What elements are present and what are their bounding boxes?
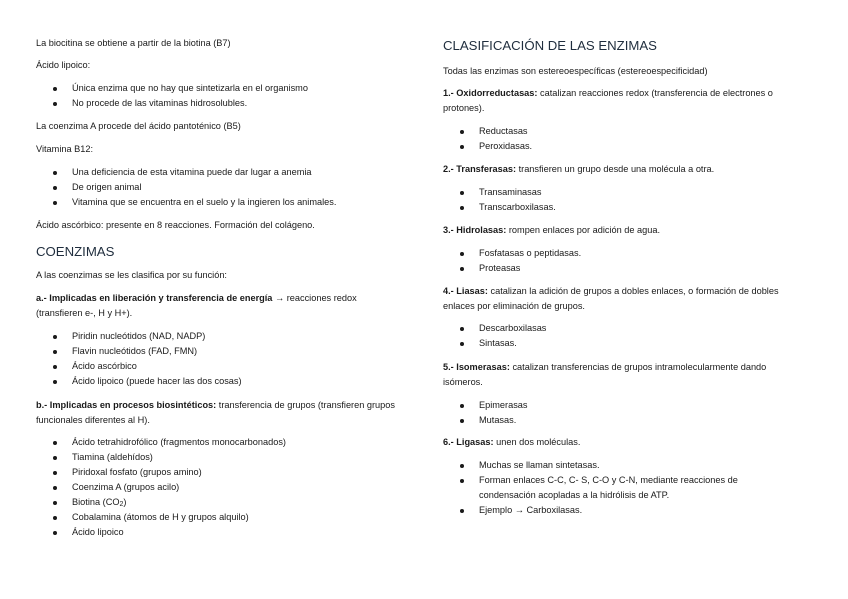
liasas-list <box>443 321 823 351</box>
list-item <box>36 495 411 510</box>
list-item: Tiamina (aldehídos) <box>36 450 411 465</box>
group-b-list <box>36 435 411 540</box>
section-description: catalizan transferencias de grupos intramolecularmente dando isómeros. <box>443 362 767 387</box>
list-item: Reductasas <box>443 124 823 139</box>
group-b-label: b.- Implicadas en procesos biosintéticos: <box>36 400 217 410</box>
list-item: Ácido lipoico (puede hacer las dos cosas) <box>36 374 411 389</box>
transferasas-list <box>443 185 823 215</box>
b12-title: Vitamina B12: <box>36 144 94 154</box>
coenzima-a-text: La coenzima A procede del ácido pantoténico (B5) <box>36 121 241 131</box>
ligasas-list <box>443 458 753 518</box>
oxidorreductasas-list <box>443 124 823 154</box>
lipoico-title: Ácido lipoico: <box>36 60 91 70</box>
list-item: Transaminasas <box>443 185 823 200</box>
group-a-label: a.- Implicadas en liberación y transferencia de energía <box>36 293 273 303</box>
list-item: Mutasas. <box>443 413 823 428</box>
group-a-text <box>36 291 398 321</box>
list-item: Sintasas. <box>443 336 823 351</box>
co2-close: ) <box>123 497 127 507</box>
list-item: Forman enlaces C-C, C- S, C-O y C-N, mediante reacciones de condensación acopladas a la hidrólisis de ATP. <box>443 473 753 503</box>
section-label: 4.- Liasas: <box>443 286 488 296</box>
group-a-list <box>36 329 411 389</box>
list-item: Ácido tetrahidrofólico (fragmentos monocarbonados) <box>36 435 411 450</box>
section-description: unen dos moléculas. <box>493 437 581 447</box>
section-transferasas <box>443 162 823 177</box>
section-label: 5.- Isomerasas: <box>443 362 510 372</box>
section-label: 3.- Hidrolasas: <box>443 225 507 235</box>
section-hidrolasas <box>443 223 823 238</box>
hidrolasas-list <box>443 246 823 276</box>
section-description: rompen enlaces por adición de agua. <box>506 225 661 235</box>
enzyme-classification-heading: CLASIFICACIÓN DE LAS ENZIMAS <box>443 38 657 53</box>
list-item: No procede de las vitaminas hidrosolubles. <box>36 96 411 111</box>
group-b-description: transferencia de grupos (transfieren grupos funcionales diferentes al H). <box>36 400 395 425</box>
list-item: Piridoxal fosfato (grupos amino) <box>36 465 411 480</box>
list-item: Ácido lipoico <box>36 525 411 540</box>
biocitina-text: La biocitina se obtiene a partir de la biotina (B7) <box>36 38 231 48</box>
list-item: Ejemplo → Carboxilasas. <box>443 503 753 518</box>
section-description: catalizan la adición de grupos a dobles enlaces, o formación de dobles enlaces por eliminación de grupos. <box>443 286 779 311</box>
b12-list <box>36 165 411 210</box>
list-item: Cobalamina (átomos de H y grupos alquilo) <box>36 510 411 525</box>
list-item: Peroxidasas. <box>443 139 823 154</box>
list-item: Única enzima que no hay que sintetizarla en el organismo <box>36 81 411 96</box>
list-item: Transcarboxilasas. <box>443 200 823 215</box>
list-item: Epimerasas <box>443 398 823 413</box>
clasifica-text: A las coenzimas se les clasifica por su función: <box>36 270 227 280</box>
list-item: Coenzima A (grupos acilo) <box>36 480 411 495</box>
list-item: Proteasas <box>443 261 823 276</box>
lipoico-list <box>36 81 411 111</box>
list-item: Descarboxilasas <box>443 321 823 336</box>
list-item: De origen animal <box>36 180 411 195</box>
section-ligasas <box>443 435 823 450</box>
coenzimas-heading: COENZIMAS <box>36 244 115 259</box>
list-item: Flavin nucleótidos (FAD, FMN) <box>36 344 411 359</box>
section-description: transfieren un grupo desde una molécula a otra. <box>516 164 715 174</box>
section-label: 6.- Ligasas: <box>443 437 494 447</box>
group-b-text <box>36 398 398 428</box>
ascorbico-text: Ácido ascórbico: presente en 8 reacciones. Formación del colágeno. <box>36 220 315 230</box>
section-isomerasas <box>443 360 805 390</box>
co2-subscript: 2 <box>119 501 124 508</box>
co2-text: Biotina (CO <box>72 497 120 507</box>
list-item: Piridin nucleótidos (NAD, NADP) <box>36 329 411 344</box>
list-item: Muchas se llaman sintetasas. <box>443 458 753 473</box>
section-label: 2.- Transferasas: <box>443 164 517 174</box>
group-a-description: → reacciones redox (transfieren e-, H y H+). <box>36 293 357 318</box>
section-description: catalizan reacciones redox (transferencia de electrones o protones). <box>443 88 773 113</box>
intro-text: Todas las enzimas son estereoespecíficas (estereoespecificidad) <box>443 66 708 76</box>
section-oxidorreductasas <box>443 86 805 116</box>
list-item: Una deficiencia de esta vitamina puede dar lugar a anemia <box>36 165 411 180</box>
isomerasas-list <box>443 398 823 428</box>
section-label: 1.- Oxidorreductasas: <box>443 88 538 98</box>
list-item: Fosfatasas o peptidasas. <box>443 246 823 261</box>
section-liasas <box>443 284 809 314</box>
list-item: Ácido ascórbico <box>36 359 411 374</box>
list-item: Vitamina que se encuentra en el suelo y la ingieren los animales. <box>36 195 411 210</box>
